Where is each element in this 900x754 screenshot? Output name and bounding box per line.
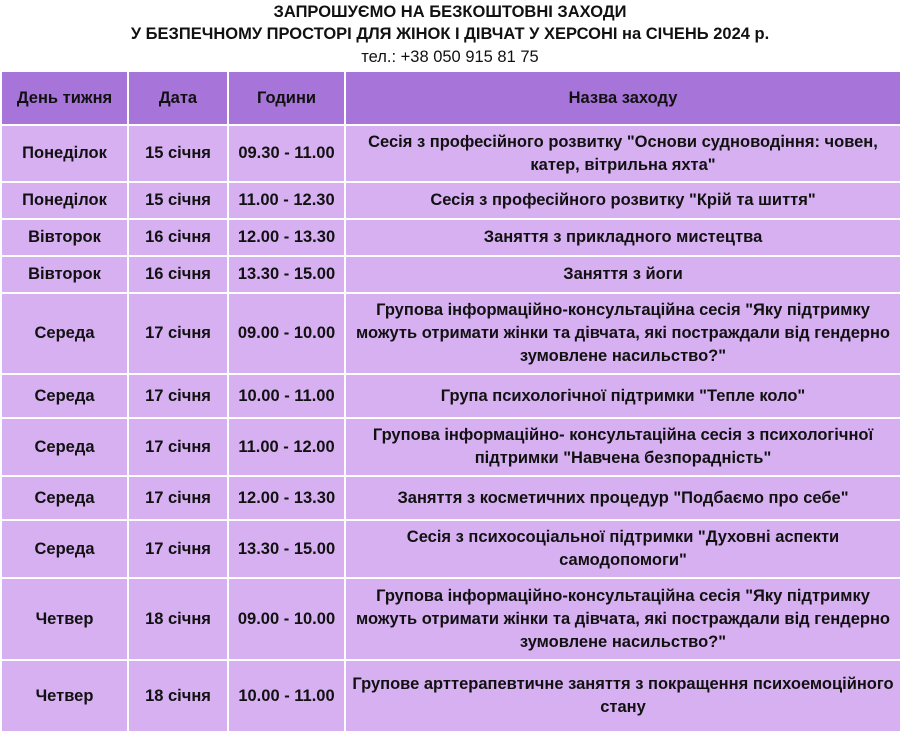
cell-date: 17 січня: [128, 293, 228, 374]
header-phone: тел.: +38 050 915 81 75: [361, 48, 539, 66]
cell-date: 15 січня: [128, 125, 228, 182]
table-row: [1, 476, 900, 520]
cell-event: Групова інформаційно- консультаційна сесія з психологічної підтримки "Навчена безпорадність": [345, 418, 900, 476]
cell-time: 09.00 - 10.00: [228, 293, 345, 374]
table-row: [1, 660, 900, 732]
cell-date: 16 січня: [128, 256, 228, 293]
cell-date: 18 січня: [128, 578, 228, 660]
cell-time: 13.30 - 15.00: [228, 520, 345, 578]
cell-date: 15 січня: [128, 182, 228, 219]
document-header: [0, 0, 900, 70]
table-row: [1, 520, 900, 578]
column-header-date: Дата: [128, 71, 228, 125]
table-row: [1, 182, 900, 219]
cell-day: Середа: [1, 476, 128, 520]
cell-time: 12.00 - 13.30: [228, 476, 345, 520]
cell-event: Групова інформаційно-консультаційна сесія "Яку підтримку можуть отримати жінки та дівчата, які постраждали від гендерно зумовлене насильство?": [345, 293, 900, 374]
cell-time: 09.00 - 10.00: [228, 578, 345, 660]
cell-day: Понеділок: [1, 125, 128, 182]
cell-date: 17 січня: [128, 374, 228, 418]
cell-day: Середа: [1, 418, 128, 476]
table-row: [1, 578, 900, 660]
table-row: [1, 256, 900, 293]
table-row: [1, 219, 900, 256]
cell-date: 17 січня: [128, 418, 228, 476]
cell-event: Групове арттерапевтичне заняття з покращення психоемоційного стану: [345, 660, 900, 732]
cell-day: Середа: [1, 293, 128, 374]
cell-event: Групова інформаційно-консультаційна сесія "Яку підтримку можуть отримати жінки та дівчата, які постраждали від гендерно зумовлене насильство?": [345, 578, 900, 660]
cell-time: 09.30 - 11.00: [228, 125, 345, 182]
cell-date: 17 січня: [128, 476, 228, 520]
cell-day: Понеділок: [1, 182, 128, 219]
header-subtitle: У БЕЗПЕЧНОМУ ПРОСТОРІ ДЛЯ ЖІНОК І ДІВЧАТ У ХЕРСОНІ на СІЧЕНЬ 2024 р.: [130, 25, 770, 43]
cell-day: Четвер: [1, 578, 128, 660]
cell-event: Заняття з йоги: [345, 256, 900, 293]
cell-event: Сесія з психосоціальної підтримки "Духовні аспекти самодопомоги": [345, 520, 900, 578]
cell-time: 11.00 - 12.00: [228, 418, 345, 476]
column-header-time: Години: [228, 71, 345, 125]
cell-day: Четвер: [1, 660, 128, 732]
cell-event: Заняття з прикладного мистецтва: [345, 219, 900, 256]
cell-date: 16 січня: [128, 219, 228, 256]
table-row: [1, 125, 900, 182]
cell-date: 18 січня: [128, 660, 228, 732]
table-row: [1, 418, 900, 476]
table-header-row: [1, 71, 900, 125]
header-title: ЗАПРОШУЄМО НА БЕЗКОШТОВНІ ЗАХОДИ: [273, 3, 627, 21]
cell-time: 13.30 - 15.00: [228, 256, 345, 293]
cell-event: Група психологічної підтримки "Тепле коло": [345, 374, 900, 418]
cell-day: Середа: [1, 374, 128, 418]
cell-time: 10.00 - 11.00: [228, 374, 345, 418]
column-header-event: Назва заходу: [345, 71, 900, 125]
table-row: [1, 374, 900, 418]
cell-time: 10.00 - 11.00: [228, 660, 345, 732]
cell-time: 11.00 - 12.30: [228, 182, 345, 219]
table-row: [1, 293, 900, 374]
cell-day: Вівторок: [1, 256, 128, 293]
cell-event: Сесія з професійного розвитку "Крій та шиття": [345, 182, 900, 219]
cell-day: Середа: [1, 520, 128, 578]
events-table: [0, 70, 900, 733]
cell-date: 17 січня: [128, 520, 228, 578]
cell-time: 12.00 - 13.30: [228, 219, 345, 256]
cell-event: Заняття з косметичних процедур "Подбаємо про себе": [345, 476, 900, 520]
column-header-day: День тижня: [1, 71, 128, 125]
cell-day: Вівторок: [1, 219, 128, 256]
cell-event: Сесія з професійного розвитку "Основи судноводіння: човен, катер, вітрильна яхта": [345, 125, 900, 182]
